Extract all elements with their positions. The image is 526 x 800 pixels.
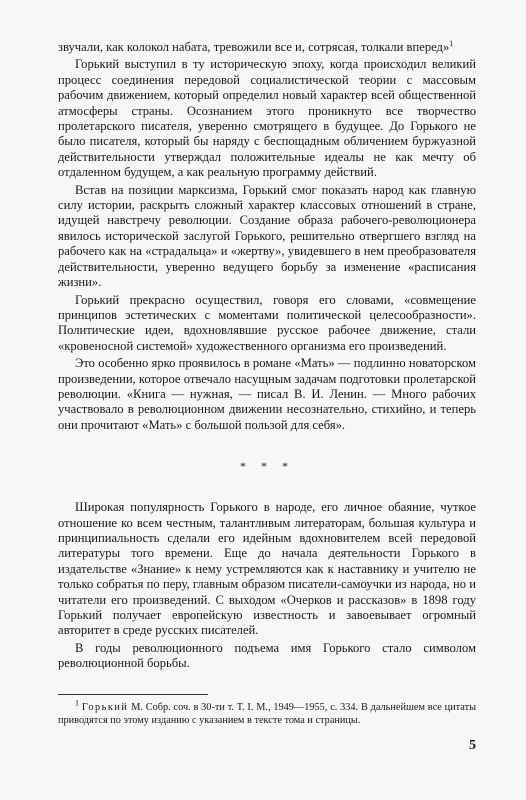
paragraph-3: Встав на позиции марксизма, Горький смог показать народ как главную силу истории, раскрыть сложный характер классовых отношений в стране, идущей навстречу революции. Создание образа рабочего-революционера явилось исторической заслугой Горького, решительно отвергшего взгляд на рабочего как на «страдальца» и «жертву», увидевшего в нем преобразователя действительности, уверенно ведущего борьбу за изменение «расписания жизни». — [58, 182, 476, 290]
footnote-divider — [58, 694, 208, 695]
paragraph-4: Горький прекрасно осуществил, говоря его словами, «совмещение принципов эстетических с моментами политической целесообразности». Политические идеи, вдохновлявшие русское рабочее движение, стали «кровеносной системой» художественного организма его произведений. — [58, 292, 476, 353]
paragraph-2: Горький выступил в ту историческую эпоху, когда происходил великий процесс соединения передовой социалистической теории с массовым рабочим движением, который определил новый характер всей общественной атмосферы страны. Осознанием этого проникнуто все творчество пролетарского писателя, уверенно смотрящего в будущее. До Горького не было писателя, который бы наряду с беспощадным обличением буржуазной действительности утверждал положительные идеалы не как мечту об отдаленном будущем, а как реальную программу действий. — [58, 57, 476, 180]
paragraph-6: Широкая популярность Горького в народе, его личное обаяние, чуткое отношение ко всем честным, талантливым литераторам, большая культура и принципиальность сделали его идейным вдохновителем всей передовой литературы того времени. Еще до начала деятельности Горького в издательстве «Знание» к нему устремляются как к наставнику и учителю не только собратья по перу, главным образом писатели-самоучки из народа, но и читатели его произведений. С выходом «Очерков и рассказов» в 1898 году Горький получает европейскую известность и завоевывает огромный авторитет в среде русских писателей. — [58, 500, 476, 638]
footnote — [58, 698, 476, 727]
paragraph-5: Это особенно ярко проявилось в романе «Мать» — подлинно новаторском произведении, которое отвечало насущным задачам подготовки пролетарской революции. «Книга — нужная, — писал В. И. Ленин. — Много рабочих участвовало в революционном движении несознательно, стихийно, и теперь они прочитают «Мать» с большой пользой для себя». — [58, 356, 476, 432]
page-content — [58, 40, 476, 727]
paragraph-1-text: звучали, как колокол набата, тревожили все и, сотрясая, толкали вперед» — [58, 40, 450, 54]
footnote-reference[interactable]: 1 — [449, 38, 454, 48]
footnote-text: М. Собр. соч. в 30-ти т. Т. I. М., 1949—1955, с. 334. В дальнейшем все цитаты приводятся по этому изданию с указанием в тексте тома и страницы. — [58, 701, 476, 726]
footnote-marker: 1 — [75, 698, 79, 708]
paragraph-7: В годы революционного подъема имя Горького стало символом революционной борьбы. — [58, 640, 476, 671]
paragraph-1 — [58, 40, 476, 55]
page-number: 5 — [469, 738, 476, 753]
section-separator: * * * — [240, 459, 294, 474]
footnote-author: Горький — [81, 701, 129, 713]
